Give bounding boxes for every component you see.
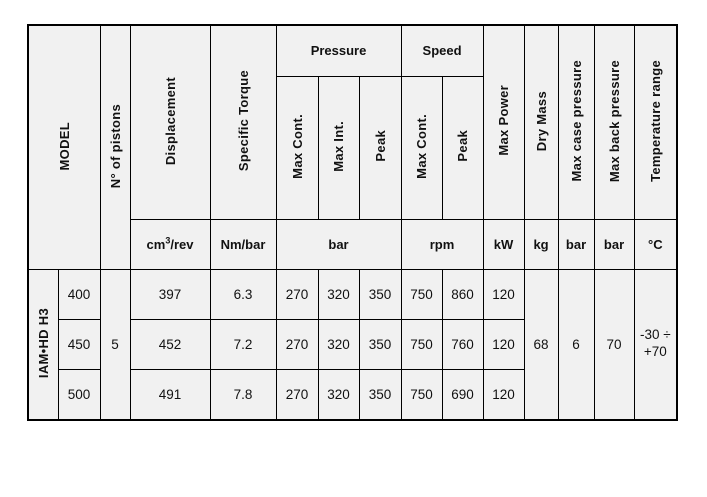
header-max-case-pressure: [558, 25, 594, 219]
header-max-case-pressure-label: Max case pressure: [568, 60, 584, 182]
cell-pressure-peak-450: 350: [359, 319, 401, 369]
header-pressure-max-int: [318, 76, 359, 219]
cell-temperature-range: [634, 269, 677, 420]
cell-speed-peak-450: 760: [442, 319, 483, 369]
header-pressure-max-cont-label: Max Cont.: [289, 113, 305, 179]
cell-speed-max-cont-400: 750: [401, 269, 442, 319]
cell-max-back-pressure: 70: [594, 269, 634, 420]
cell-specific-torque-400: 6.3: [210, 269, 276, 319]
table-row: [28, 269, 677, 319]
header-pressure-max-cont: [276, 76, 318, 219]
unit-displacement-rest: /rev: [170, 236, 194, 252]
unit-dry-mass: kg: [524, 219, 558, 269]
unit-specific-torque: Nm/bar: [210, 219, 276, 269]
unit-speed: rpm: [401, 219, 483, 269]
cell-dry-mass: 68: [524, 269, 558, 420]
temperature-range-line2: +70: [643, 344, 667, 360]
cell-max-power-400: 120: [483, 269, 524, 319]
cell-displacement-450: 452: [130, 319, 210, 369]
cell-model-500: 500: [58, 369, 100, 420]
cell-max-power-450: 120: [483, 319, 524, 369]
header-pressure-group: Pressure: [276, 25, 401, 76]
header-speed-max-cont-label: Max Cont.: [414, 113, 430, 179]
unit-displacement-base: cm: [146, 236, 166, 252]
cell-pressure-peak-500: 350: [359, 369, 401, 420]
header-speed-peak: [442, 76, 483, 219]
header-dry-mass-label: Dry Mass: [533, 90, 549, 151]
header-max-power-label: Max Power: [496, 85, 512, 157]
cell-pressure-max-int-400: 320: [318, 269, 359, 319]
header-max-back-pressure-label: Max back pressure: [606, 59, 622, 182]
cell-speed-max-cont-450: 750: [401, 319, 442, 369]
header-temperature-range: [634, 25, 677, 219]
cell-pressure-max-cont-400: 270: [276, 269, 318, 319]
unit-displacement: [130, 219, 210, 269]
cell-specific-torque-500: 7.8: [210, 369, 276, 420]
cell-speed-peak-400: 860: [442, 269, 483, 319]
header-temperature-range-label: Temperature range: [647, 59, 663, 182]
unit-pressure: bar: [276, 219, 401, 269]
cell-specific-torque-450: 7.2: [210, 319, 276, 369]
motor-spec-table: [27, 24, 678, 421]
header-specific-torque: [210, 25, 276, 219]
header-max-back-pressure: [594, 25, 634, 219]
header-model: [28, 25, 100, 269]
unit-max-back-pressure: bar: [594, 219, 634, 269]
header-speed-max-cont: [401, 76, 442, 219]
unit-temperature-range: °C: [634, 219, 677, 269]
unit-max-case-pressure: bar: [558, 219, 594, 269]
cell-pressure-max-cont-500: 270: [276, 369, 318, 420]
cell-model-400: 400: [58, 269, 100, 319]
cell-pistons: 5: [100, 269, 130, 420]
cell-max-power-500: 120: [483, 369, 524, 420]
header-pistons-label: N° of pistons: [107, 103, 123, 188]
header-displacement-label: Displacement: [162, 76, 178, 165]
cell-model-series: [28, 269, 58, 420]
header-specific-torque-label: Specific Torque: [235, 70, 251, 172]
temperature-range-line1: -30 ÷: [639, 327, 671, 343]
header-dry-mass: [524, 25, 558, 219]
header-pressure-max-int-label: Max Int.: [331, 120, 346, 172]
cell-pressure-max-int-450: 320: [318, 319, 359, 369]
model-series-label: IAM•HD H3: [35, 307, 51, 378]
header-pressure-peak: [359, 76, 401, 219]
cell-pressure-max-cont-450: 270: [276, 319, 318, 369]
header-model-label: MODEL: [56, 121, 72, 170]
unit-displacement-sup: 3: [165, 235, 171, 246]
cell-displacement-500: 491: [130, 369, 210, 420]
header-displacement: [130, 25, 210, 219]
cell-max-case-pressure: 6: [558, 269, 594, 420]
header-speed-peak-label: Peak: [455, 130, 471, 162]
cell-pressure-max-int-500: 320: [318, 369, 359, 420]
header-pistons: [100, 25, 130, 269]
cell-pressure-peak-400: 350: [359, 269, 401, 319]
cell-speed-max-cont-500: 750: [401, 369, 442, 420]
header-speed-group: Speed: [401, 25, 483, 76]
cell-speed-peak-500: 690: [442, 369, 483, 420]
cell-model-450: 450: [58, 319, 100, 369]
cell-displacement-400: 397: [130, 269, 210, 319]
header-max-power: [483, 25, 524, 219]
header-pressure-peak-label: Peak: [372, 130, 388, 162]
unit-max-power: kW: [483, 219, 524, 269]
